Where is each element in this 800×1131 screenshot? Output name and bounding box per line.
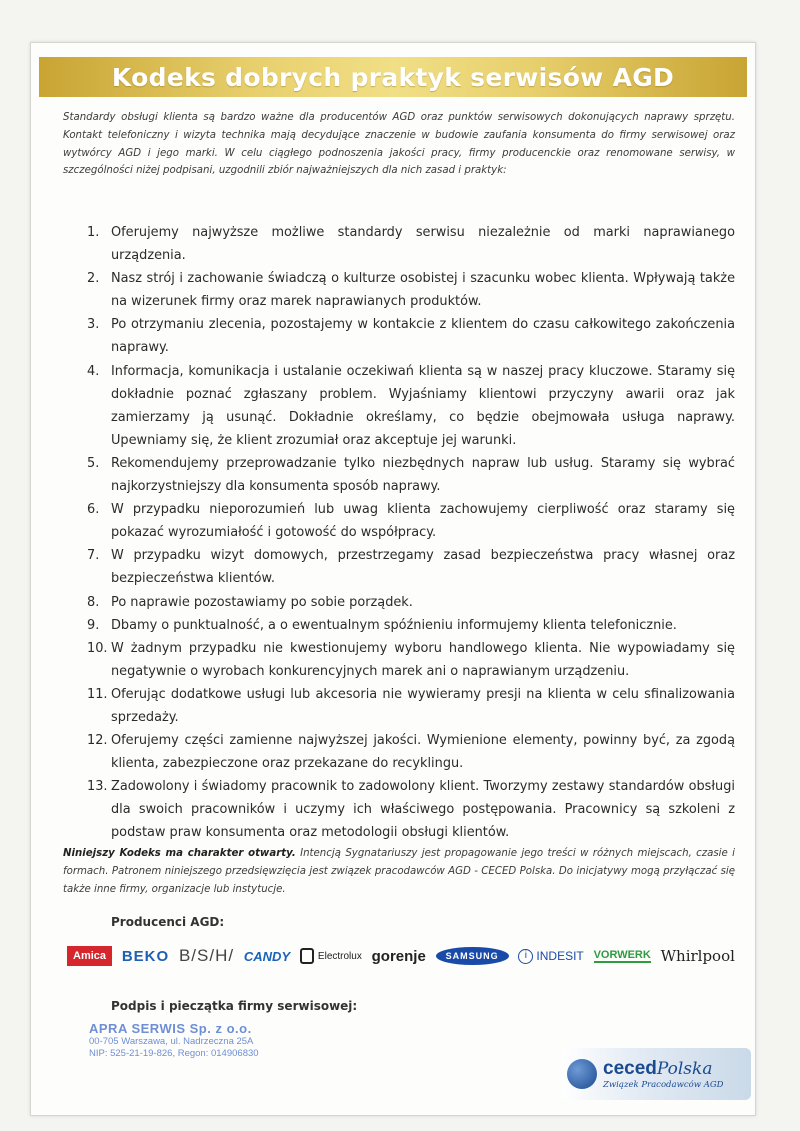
list-item xyxy=(55,313,735,359)
list-item-text: W przypadku nieporozumień lub uwag klienta zachowujemy cierpliwość oraz staramy się pokazać wyrozumiałość i gotowość do współpracy. xyxy=(111,502,735,541)
list-item-text: Zadowolony i świadomy pracownik to zadowolony klient. Tworzymy zestawy standardów obsługi dla swoich pracowników i uczymy ich właściwego postępowania. Pracownicy są szkoleni z podstaw praw konsumenta oraz metodologii obsługi klientów. xyxy=(111,779,735,841)
list-item-number: 13. xyxy=(87,779,108,795)
note-bold-text: Niniejszy Kodeks ma charakter otwarty. xyxy=(63,848,296,859)
stamp-company-name: APRA SERWIS Sp. z o.o. xyxy=(89,1021,252,1036)
list-item-text: Oferujemy najwyższe możliwe standardy serwisu niezależnie od marki naprawianego urządzenia. xyxy=(111,225,735,264)
company-stamp xyxy=(89,1021,329,1060)
indesit-circle-icon: i xyxy=(518,949,533,964)
ceced-logo-texts xyxy=(603,1058,723,1090)
list-item xyxy=(55,221,735,267)
list-item-text: Po naprawie pozostawiamy po sobie porządek. xyxy=(111,594,413,610)
list-item xyxy=(55,267,735,313)
amica-logo: Amica xyxy=(67,946,112,966)
document-page xyxy=(30,42,756,1116)
list-item xyxy=(55,683,735,729)
bsh-logo: B/S/H/ xyxy=(178,946,235,965)
list-item xyxy=(55,544,735,590)
producer-logos xyxy=(67,941,735,971)
list-item-number: 9. xyxy=(87,617,100,633)
ceced-wordmark xyxy=(603,1058,723,1080)
list-item-number: 11. xyxy=(87,686,108,702)
list-item xyxy=(55,729,735,775)
stamp-ids: NIP: 525-21-19-826, Regon: 014906830 xyxy=(89,1048,259,1059)
list-item xyxy=(55,360,735,452)
gorenje-logo: gorenje xyxy=(371,947,426,965)
electrolux-logo xyxy=(300,948,362,964)
list-item-text: Nasz strój i zachowanie świadczą o kulturze osobistej i szacunku wobec klienta. Wpływają także na wizerunek firmy oraz marek naprawianych produktów. xyxy=(111,271,735,310)
ceced-polska-logo xyxy=(561,1048,751,1100)
list-item-text: W przypadku wizyt domowych, przestrzegamy zasad bezpieczeństwa pracy własnej oraz bezpieczeństwa klientów. xyxy=(111,548,735,587)
ceced-country: Polska xyxy=(656,1059,713,1079)
list-item-text: Oferując dodatkowe usługi lub akcesoria nie wywieramy presji na klienta w celu sfinalizowania sprzedaży. xyxy=(111,686,735,725)
vorwerk-logo: VORWERK xyxy=(593,949,651,961)
indesit-logo xyxy=(518,949,583,964)
list-item xyxy=(55,775,735,844)
beko-logo: BEKO xyxy=(121,947,170,965)
list-item xyxy=(55,614,735,637)
list-item-number: 2. xyxy=(87,271,100,287)
list-item xyxy=(55,452,735,498)
samsung-logo: SAMSUNG xyxy=(436,947,509,965)
list-item-number: 10. xyxy=(87,640,108,656)
list-item-number: 5. xyxy=(87,455,100,471)
list-item-number: 12. xyxy=(87,733,108,749)
list-item xyxy=(55,591,735,614)
page-title: Kodeks dobrych praktyk serwisów AGD xyxy=(111,62,675,92)
list-item-text: Po otrzymaniu zlecenia, pozostajemy w kontakcie z klientem do czasu całkowitego zakończenia naprawy. xyxy=(111,317,735,356)
candy-logo: CANDY xyxy=(243,948,291,964)
producers-label: Producenci AGD: xyxy=(111,915,225,929)
list-item xyxy=(55,637,735,683)
list-item-text: Rekomendujemy przeprowadzanie tylko niezbędnych napraw lub usług. Staramy się wybrać najkorzystniejszy dla konsumenta sposób naprawy. xyxy=(111,455,735,495)
list-item-number: 4. xyxy=(87,363,100,379)
rules-list xyxy=(55,221,735,845)
electrolux-logo-text: Electrolux xyxy=(317,950,362,962)
intro-paragraph: Standardy obsługi klienta są bardzo ważne dla producentów AGD oraz punktów serwisowych dokonujących naprawy sprzętu. Kontakt telefoniczny i wizyta technika mają decydujące znaczenie w budowie zaufania konsumenta do firmy serwisowej oraz wytwórcy AGD i jego marki. W celu ciągłego podnoszenia jakości pracy, firmy producenckie oraz renomowane serwisy, w szczególności niżej podpisani, uzgodnili zbiór najważniejszych dla nich zasad i praktyk: xyxy=(63,112,735,177)
list-item-number: 1. xyxy=(87,225,100,240)
ceced-brand: ceced xyxy=(603,1058,657,1079)
open-code-note xyxy=(63,845,735,898)
electrolux-symbol-icon xyxy=(300,948,314,964)
list-item-text: Dbamy o punktualność, a o ewentualnym spóźnieniu informujemy klienta telefonicznie. xyxy=(111,617,677,633)
list-item-number: 6. xyxy=(87,502,100,518)
note-text: Intencją Sygnatariuszy jest propagowanie jego treści w różnych miejscach, czasie i formach. Patronem niniejszego przedsięwzięcia jest związek pracodawców AGD - CECED Polska. Do inicjatywy mogą przyłączać się także inne firmy, organizacje lub instytucje. xyxy=(63,848,735,895)
list-item-number: 7. xyxy=(87,548,100,564)
stamp-address: 00-705 Warszawa, ul. Nadrzeczna 25A xyxy=(89,1036,254,1047)
list-item xyxy=(55,498,735,544)
indesit-logo-text: INDESIT xyxy=(536,949,584,963)
list-item-text: W żadnym przypadku nie kwestionujemy wyboru handlowego klienta. Nie wypowiadamy się negatywnie o wyrobach konkurencyjnych marek ani o naprawianym urządzeniu. xyxy=(111,640,735,679)
list-item-number: 3. xyxy=(87,317,100,333)
list-item-text: Informacja, komunikacja i ustalanie oczekiwań klienta są w naszej pracy kluczowe. Staramy się dokładnie poznać zgłaszany problem. Wyjaśniamy klientowi przyczyny awarii oraz jak zamierzamy ją usunąć. Dokładnie określamy, co będzie obejmowała usługa naprawy. Upewniamy się, że klient zrozumiał oraz akceptuje jej warunki. xyxy=(111,363,735,448)
ceced-subtitle: Związek Pracodawców AGD xyxy=(603,1080,724,1090)
whirlpool-logo: Whirlpool xyxy=(660,947,735,965)
list-item-text: Oferujemy części zamienne najwyższej jakości. Wymienione elementy, powinny być, za zgodą klienta, zabezpieczone oraz przekazane do recyklingu. xyxy=(111,733,735,772)
signature-label: Podpis i pieczątka firmy serwisowej: xyxy=(111,999,358,1013)
title-banner xyxy=(39,57,747,97)
list-item-number: 8. xyxy=(87,594,100,610)
ceced-globe-icon xyxy=(567,1059,597,1089)
